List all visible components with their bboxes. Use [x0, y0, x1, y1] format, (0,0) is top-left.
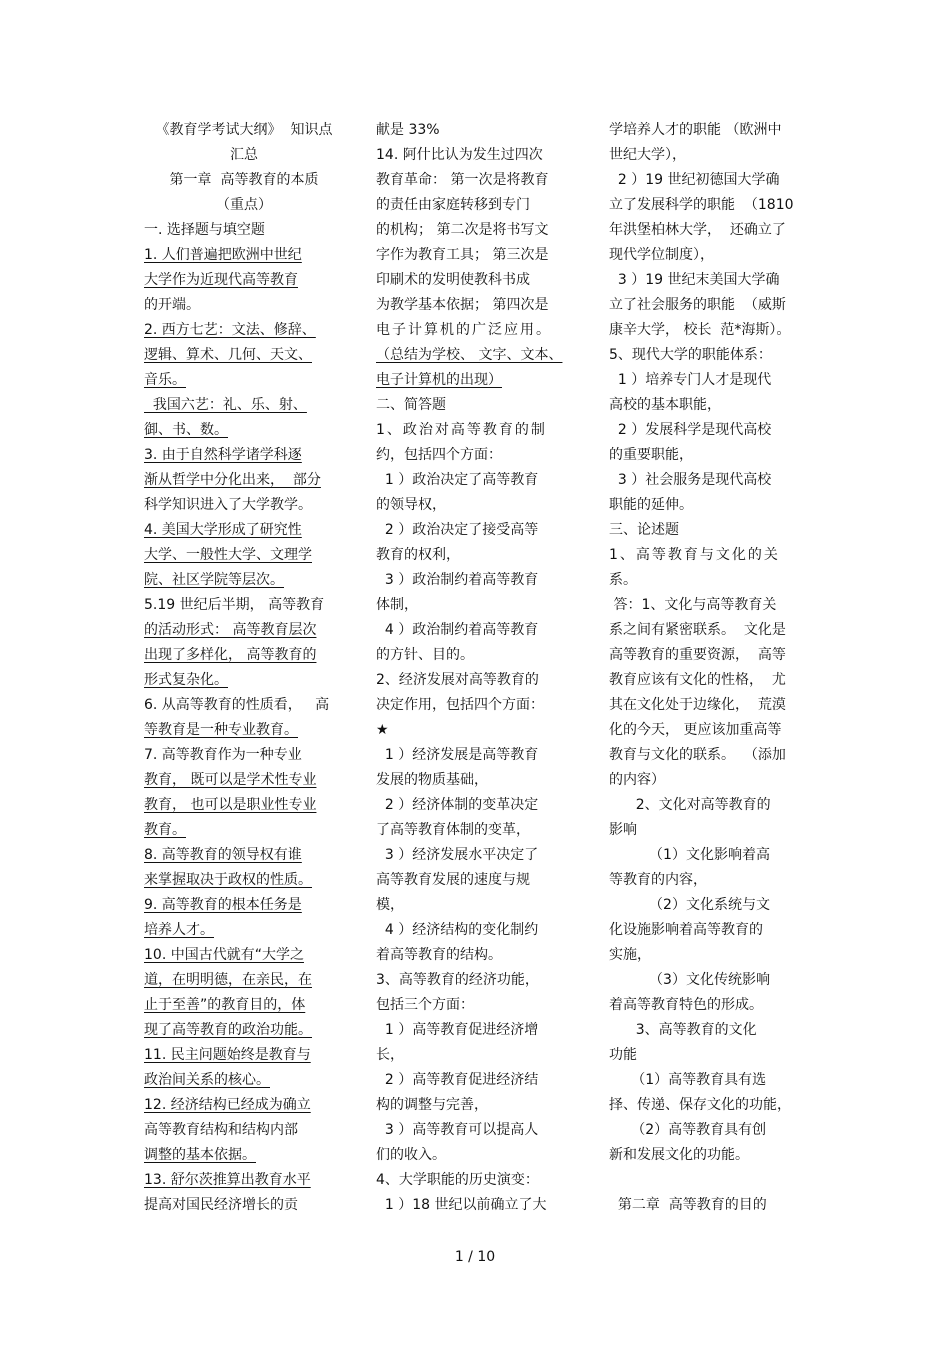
text-line — [609, 968, 812, 993]
line-text: 电子计算机的出现） — [376, 372, 502, 388]
line-text: 教育的权利， — [376, 547, 460, 563]
line-text: 印刷术的发明使教科书成 — [376, 272, 530, 288]
text-line — [144, 143, 344, 168]
line-text: 8. 高等教育的领导权有谁 — [144, 847, 302, 863]
text-line — [144, 893, 344, 918]
line-text: 教育应该有文化的性格， 尤 — [609, 672, 786, 688]
column-2 — [376, 118, 576, 1218]
text-line — [144, 868, 344, 893]
text-line — [144, 968, 344, 993]
line-text: 大学、一般性大学、文理学 — [144, 547, 312, 563]
text-line — [144, 218, 344, 243]
text-line — [609, 1193, 812, 1218]
text-line — [609, 743, 812, 768]
line-text: 教育与文化的联系。 （添加 — [609, 747, 786, 763]
text-line — [144, 168, 344, 193]
text-line — [144, 1068, 344, 1093]
line-text: （2）高等教育具有创 — [609, 1122, 767, 1138]
line-text: 高等教育结构和结构内部 — [144, 1122, 298, 1138]
text-line — [609, 393, 812, 418]
text-line — [144, 768, 344, 793]
column-1 — [144, 118, 344, 1218]
text-line — [609, 468, 812, 493]
text-line — [376, 718, 576, 743]
text-line — [609, 293, 812, 318]
line-text: 康辛大学， 校长 范*海斯）。 — [609, 322, 791, 338]
line-text: 着高等教育特色的形成。 — [609, 997, 763, 1013]
text-line — [376, 243, 576, 268]
text-line — [609, 168, 812, 193]
line-text: 立了发展科学的职能 （1810 — [609, 197, 794, 213]
line-text: 模， — [376, 897, 404, 913]
line-text: 的机构； 第二次是将书写文 — [376, 222, 549, 238]
text-line — [609, 518, 812, 543]
line-text: 来掌握取决于政权的性质。 — [144, 872, 312, 888]
line-text: 2、经济发展对高等教育的 — [376, 672, 539, 688]
line-text: 道，在明明德，在亲民，在 — [144, 972, 312, 988]
line-text: 约，包括四个方面： — [376, 447, 502, 463]
text-line — [144, 493, 344, 518]
line-text: 等教育的内容， — [609, 872, 707, 888]
line-text: 音乐。 — [144, 372, 186, 388]
text-line — [144, 693, 344, 718]
text-line — [609, 543, 812, 568]
line-text: 决定作用，包括四个方面： — [376, 697, 544, 713]
text-line — [376, 1193, 576, 1218]
text-line — [376, 168, 576, 193]
line-text: 字作为教育工具； 第三次是 — [376, 247, 549, 263]
line-text: 1. 人们普遍把欧洲中世纪 — [144, 247, 302, 263]
text-line — [144, 793, 344, 818]
text-line — [609, 1018, 812, 1043]
text-line — [376, 868, 576, 893]
text-line — [376, 918, 576, 943]
line-text: 6. 从高等教育的性质看， 高 — [144, 697, 330, 713]
text-line — [144, 1193, 344, 1218]
text-line — [376, 343, 576, 368]
line-text: 的开端。 — [144, 297, 200, 313]
text-line — [376, 1118, 576, 1143]
line-text: 一. 选择题与填空题 — [144, 222, 265, 238]
line-text: 4. 美国大学形成了研究性 — [144, 522, 302, 538]
line-text: 的活动形式： 高等教育层次 — [144, 622, 317, 638]
line-text: 政治间关系的核心。 — [144, 1072, 270, 1088]
text-line — [144, 193, 344, 218]
text-line — [144, 443, 344, 468]
line-text: （2）文化系统与文 — [609, 897, 770, 913]
text-line — [144, 568, 344, 593]
text-line — [609, 218, 812, 243]
text-line — [609, 843, 812, 868]
line-text: 立了社会服务的职能 （威斯 — [609, 297, 786, 313]
line-text: 择、传递、保存文化的功能， — [609, 1097, 791, 1113]
line-text: 世纪大学）， — [609, 147, 686, 163]
line-text: 功能 — [609, 1047, 637, 1063]
text-line — [144, 718, 344, 743]
text-line — [609, 1118, 812, 1143]
text-line — [376, 618, 576, 643]
line-text: 3 ）政治制约着高等教育 — [376, 572, 539, 588]
text-line — [376, 368, 576, 393]
text-line — [609, 868, 812, 893]
line-text: 5、现代大学的职能体系： — [609, 347, 772, 363]
text-line — [376, 1043, 576, 1068]
line-text: 1 ）政治决定了高等教育 — [376, 472, 539, 488]
line-text: 4 ）政治制约着高等教育 — [376, 622, 539, 638]
line-text: 二、简答题 — [376, 397, 446, 413]
text-line — [376, 843, 576, 868]
text-line — [609, 793, 812, 818]
line-text: （1）高等教育具有选 — [609, 1072, 767, 1088]
text-line — [609, 1093, 812, 1118]
line-text: （1）文化影响着高 — [609, 847, 770, 863]
column-3 — [609, 118, 812, 1218]
line-text: 3. 由于自然科学诸学科逐 — [144, 447, 302, 463]
text-line — [144, 918, 344, 943]
text-line — [144, 243, 344, 268]
text-line — [609, 418, 812, 443]
line-text: 3 ）19 世纪末美国大学确 — [609, 272, 780, 288]
text-line — [376, 443, 576, 468]
text-line — [609, 693, 812, 718]
line-text: 职能的延伸。 — [609, 497, 693, 513]
text-line — [144, 318, 344, 343]
line-text: 高等教育的重要资源， 高等 — [609, 647, 786, 663]
line-text: 4、大学职能的历史演变： — [376, 1172, 539, 1188]
text-line — [376, 268, 576, 293]
line-text: （3）文化传统影响 — [609, 972, 770, 988]
line-text: 2 ）19 世纪初德国大学确 — [609, 172, 780, 188]
line-text: 2 ）高等教育促进经济结 — [376, 1072, 539, 1088]
text-line — [144, 393, 344, 418]
text-line — [376, 593, 576, 618]
line-text: 14. 阿什比认为发生过四次 — [376, 147, 543, 163]
text-line — [376, 1168, 576, 1193]
text-line — [376, 743, 576, 768]
text-line — [144, 743, 344, 768]
line-text: 1 ）高等教育促进经济增 — [376, 1022, 539, 1038]
text-line — [609, 443, 812, 468]
line-text: 系之间有紧密联系。 文化是 — [609, 622, 786, 638]
text-line — [144, 118, 344, 143]
line-text: 形式复杂化。 — [144, 672, 228, 688]
text-line — [376, 468, 576, 493]
text-line — [609, 143, 812, 168]
text-line — [609, 1143, 812, 1168]
line-text: 高等教育发展的速度与规 — [376, 872, 530, 888]
text-line — [609, 643, 812, 668]
text-line — [376, 318, 576, 343]
line-text: 大学作为近现代高等教育 — [144, 272, 298, 288]
line-text: 现代学位制度）， — [609, 247, 714, 263]
text-line — [376, 1093, 576, 1118]
text-line — [376, 293, 576, 318]
text-line — [376, 668, 576, 693]
line-text: 的领导权， — [376, 497, 446, 513]
text-line — [609, 943, 812, 968]
line-text: 12. 经济结构已经成为确立 — [144, 1097, 311, 1113]
line-text: 教育。 — [144, 822, 186, 838]
text-line — [144, 1093, 344, 1118]
line-text: （重点） — [216, 197, 272, 213]
line-text: 1 ）18 世纪以前确立了大 — [376, 1197, 547, 1213]
text-line — [144, 543, 344, 568]
text-line — [609, 368, 812, 393]
text-line — [609, 593, 812, 618]
line-text: 第二章 高等教育的目的 — [609, 1197, 767, 1213]
text-line — [376, 968, 576, 993]
line-text: 2. 西方七艺：文法、修辞、 — [144, 322, 316, 338]
text-line — [376, 193, 576, 218]
text-line — [609, 318, 812, 343]
line-text: 1 ）培养专门人才是现代 — [609, 372, 772, 388]
line-text: （总结为学校、 文字、文本、 — [376, 347, 563, 363]
text-line — [376, 393, 576, 418]
line-text: 11. 民主问题始终是教育与 — [144, 1047, 311, 1063]
line-text: 系。 — [609, 572, 637, 588]
text-line — [144, 343, 344, 368]
text-line — [376, 493, 576, 518]
text-line — [376, 893, 576, 918]
line-text: 们的收入。 — [376, 1147, 446, 1163]
text-line — [144, 993, 344, 1018]
line-text: 年洪堡柏林大学， 还确立了 — [609, 222, 786, 238]
text-line — [609, 818, 812, 843]
line-text: 9. 高等教育的根本任务是 — [144, 897, 302, 913]
line-text: 影响 — [609, 822, 637, 838]
text-line — [609, 343, 812, 368]
line-text: 2 ）经济体制的变革决定 — [376, 797, 539, 813]
line-text: 逻辑、算术、几何、天文、 — [144, 347, 312, 363]
line-text: 为教学基本依据； 第四次是 — [376, 297, 549, 313]
line-text: 7. 高等教育作为一种专业 — [144, 747, 302, 763]
line-text: 电子计算机的广泛应用。 — [376, 322, 552, 338]
line-text: 三、论述题 — [609, 522, 679, 538]
line-text: 教育， 既可以是学术性专业 — [144, 772, 317, 788]
line-text: 院、社区学院等层次。 — [144, 572, 284, 588]
line-text: 《教育学考试大纲》 知识点 — [155, 122, 333, 138]
line-text: 教育革命： 第一次是将教育 — [376, 172, 549, 188]
text-line — [609, 268, 812, 293]
text-line — [609, 893, 812, 918]
line-text: 2 ）发展科学是现代高校 — [609, 422, 772, 438]
line-text: ★ — [376, 722, 389, 738]
text-line — [376, 518, 576, 543]
line-text: 长， — [376, 1047, 404, 1063]
text-line — [376, 993, 576, 1018]
line-text: 等教育是一种专业教育。 — [144, 722, 298, 738]
text-line — [609, 243, 812, 268]
line-text: 提高对国民经济增长的贡 — [144, 1197, 298, 1213]
text-line — [609, 1068, 812, 1093]
text-line — [376, 943, 576, 968]
line-text: 我国六艺：礼、乐、射、 — [144, 397, 307, 413]
line-text: 1 ）经济发展是高等教育 — [376, 747, 539, 763]
text-line — [376, 1068, 576, 1093]
line-text: 5.19 世纪后半期， 高等教育 — [144, 597, 325, 613]
line-text: 出现了多样化， 高等教育的 — [144, 647, 317, 663]
text-line — [609, 1168, 812, 1193]
line-text: 现了高等教育的政治功能。 — [144, 1022, 312, 1038]
line-text: 10. 中国古代就有“大学之 — [144, 947, 304, 963]
line-text: 的责任由家庭转移到专门 — [376, 197, 530, 213]
line-text: 体制， — [376, 597, 418, 613]
line-text: 的方针、目的。 — [376, 647, 474, 663]
text-line — [376, 118, 576, 143]
text-line — [609, 568, 812, 593]
line-text: 化设施影响着高等教育的 — [609, 922, 763, 938]
line-text: 3 ）经济发展水平决定了 — [376, 847, 539, 863]
line-text: 化的今天， 更应该加重高等 — [609, 722, 782, 738]
line-text: 1、政治对高等教育的制 — [376, 422, 547, 438]
line-text: 1、高等教育与文化的关 — [609, 547, 780, 563]
text-line — [376, 418, 576, 443]
text-line — [609, 618, 812, 643]
text-line — [376, 543, 576, 568]
text-line — [376, 693, 576, 718]
line-text: 御、书、数。 — [144, 422, 228, 438]
line-text: 发展的物质基础， — [376, 772, 488, 788]
line-text: 2、文化对高等教育的 — [609, 797, 771, 813]
line-text: 3、高等教育的文化 — [609, 1022, 757, 1038]
text-line — [376, 218, 576, 243]
line-text: 了高等教育体制的变革， — [376, 822, 530, 838]
text-line — [376, 768, 576, 793]
line-text: 献是 33% — [376, 122, 440, 138]
line-text: 4 ）经济结构的变化制约 — [376, 922, 539, 938]
text-line — [144, 1143, 344, 1168]
line-text: 汇总 — [230, 147, 258, 163]
text-line — [144, 1043, 344, 1068]
line-text: 答：1、文化与高等教育关 — [609, 597, 777, 613]
text-line — [376, 793, 576, 818]
text-line — [609, 193, 812, 218]
text-line — [376, 818, 576, 843]
text-line — [144, 518, 344, 543]
text-line — [144, 268, 344, 293]
line-text: 着高等教育的结构。 — [376, 947, 502, 963]
text-line — [144, 593, 344, 618]
line-text: 渐从哲学中分化出来， 部分 — [144, 472, 321, 488]
line-text: 3 ）高等教育可以提高人 — [376, 1122, 539, 1138]
text-line — [609, 993, 812, 1018]
text-line — [609, 493, 812, 518]
text-line — [376, 568, 576, 593]
text-line — [144, 1018, 344, 1043]
line-text: 教育， 也可以是职业性专业 — [144, 797, 317, 813]
text-line — [144, 943, 344, 968]
text-line — [144, 618, 344, 643]
text-line — [144, 818, 344, 843]
line-text: 构的调整与完善， — [376, 1097, 488, 1113]
line-text: 3、高等教育的经济功能， — [376, 972, 539, 988]
text-line — [144, 368, 344, 393]
line-text: 高校的基本职能， — [609, 397, 721, 413]
line-text: 调整的基本依据。 — [144, 1147, 256, 1163]
text-line — [144, 668, 344, 693]
line-text: 其在文化处于边缘化， 荒漠 — [609, 697, 786, 713]
text-line — [144, 293, 344, 318]
text-line — [609, 668, 812, 693]
text-line — [376, 643, 576, 668]
text-line — [144, 643, 344, 668]
line-text: 2 ）政治决定了接受高等 — [376, 522, 539, 538]
line-text: 科学知识进入了大学教学。 — [144, 497, 312, 513]
text-line — [144, 1118, 344, 1143]
text-line — [376, 143, 576, 168]
text-line — [376, 1143, 576, 1168]
line-text: 实施， — [609, 947, 651, 963]
text-line — [609, 118, 812, 143]
text-line — [609, 1043, 812, 1068]
line-text: 包括三个方面： — [376, 997, 474, 1013]
line-text: 学培养人才的职能 （欧洲中 — [609, 122, 782, 138]
text-line — [144, 1168, 344, 1193]
text-line — [609, 768, 812, 793]
text-line — [144, 468, 344, 493]
line-text: 第一章 高等教育的本质 — [169, 172, 319, 188]
text-line — [144, 843, 344, 868]
text-line — [376, 1018, 576, 1043]
line-text: 培养人才。 — [144, 922, 214, 938]
page-number: 1 / 10 — [454, 1249, 496, 1265]
line-text: 3 ）社会服务是现代高校 — [609, 472, 772, 488]
line-text: 的内容） — [609, 772, 665, 788]
text-line — [144, 418, 344, 443]
line-text: 的重要职能， — [609, 447, 693, 463]
text-line — [609, 918, 812, 943]
text-line — [609, 718, 812, 743]
line-text: 止于至善”的教育目的，体 — [144, 997, 306, 1013]
line-text: 新和发展文化的功能。 — [609, 1147, 749, 1163]
line-text: 13. 舒尔茨推算出教育水平 — [144, 1172, 311, 1188]
